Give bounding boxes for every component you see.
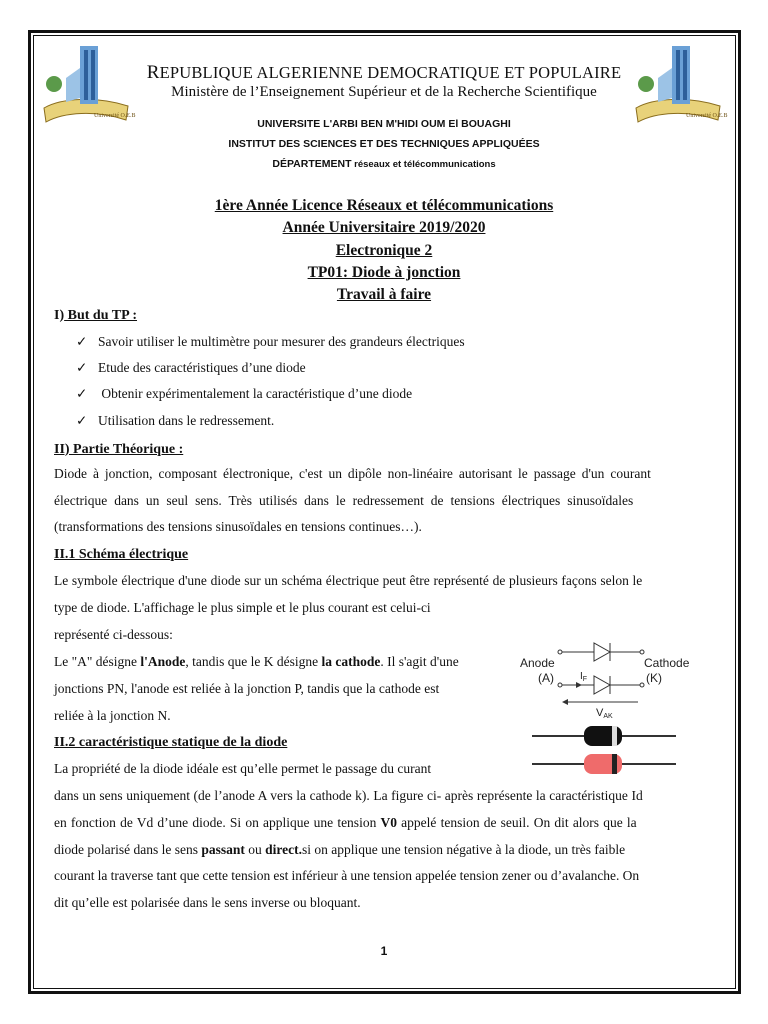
schema-paragraph-line: Le symbole électrique d'une diode sur un schéma électrique peut être représenté de plusieurs façons selon le	[54, 573, 643, 588]
voltage-label: VAK	[596, 707, 613, 720]
schema-paragraph-line: représenté ci-dessous:	[54, 627, 173, 642]
year-title: Année Universitaire 2019/2020	[282, 219, 486, 236]
svg-text:Université O.E.B: Université O.E.B	[686, 113, 728, 119]
work-title: Travail à faire	[336, 286, 432, 303]
static-paragraph-line: diode polarisé dans le sens passant ou direct.si on applique une tension négative à la diode, un très faible	[54, 842, 626, 857]
cathode-short-label: (K)	[646, 671, 662, 685]
objective-item: ✓ Obtenir expérimentalement la caractéristique d’une diode	[76, 386, 413, 401]
static-paragraph-line: courant la traverse tant que cette tension est inférieur à une tension appelée tension zener ou d’avalanche. On	[54, 868, 640, 883]
tp-title: TP01: Diode à jonction	[307, 264, 461, 281]
objective-item: ✓ Etude des caractéristiques d’une diode	[76, 360, 306, 375]
static-paragraph-line: en fonction de Vd d’une diode. Si on applique une tension V0 appelé tension de seuil. On dit alors que la	[54, 815, 637, 830]
section-2-heading: II) Partie Théorique :	[54, 442, 184, 457]
objective-item: ✓ Savoir utiliser le multimètre pour mesurer des grandeurs électriques	[76, 334, 465, 349]
diode-symbol-diagram	[516, 636, 706, 782]
schema-paragraph-line: type de diode. L'affichage le plus simple et le plus courant est celui-ci	[54, 600, 431, 615]
cathode-label: Cathode	[644, 656, 690, 670]
theory-paragraph-line: (transformations des tensions sinusoïdales en tensions continues…).	[54, 519, 422, 534]
schema-paragraph-line: jonctions PN, l'anode est reliée à la jonction P, tandis que la cathode est	[54, 681, 440, 696]
schema-paragraph-line: Le "A" désigne l'Anode, tandis que le K désigne la cathode. Il s'agit d'une	[54, 654, 459, 669]
department-name: DÉPARTEMENT réseaux et télécommunications	[272, 158, 496, 170]
page-number: 1	[380, 944, 388, 958]
course-title: Electronique 2	[335, 242, 433, 259]
republic-heading: REPUBLIQUE ALGERIENNE DEMOCRATIQUE ET POPULAIRE	[146, 62, 622, 83]
anode-short-label: (A)	[538, 671, 554, 685]
theory-paragraph-line: électrique dans un seul sens. Très utilisés dans le redressement de tensions électriques sinusoïdales	[54, 493, 634, 508]
level-title: 1ère Année Licence Réseaux et télécommunications	[214, 197, 554, 214]
static-paragraph-line: La propriété de la diode idéale est qu’elle permet le passage du curant	[54, 761, 432, 776]
schema-paragraph-line: reliée à la jonction N.	[54, 708, 171, 723]
theory-paragraph-line: Diode à jonction, composant électronique, c'est un dipôle non-linéaire autorisant le passage d'un courant	[54, 466, 651, 481]
static-paragraph-line: dans un sens uniquement (de l’anode A vers la cathode k). La figure ci- après représente la caractéristique Id	[54, 788, 643, 803]
section-1-heading: I) But du TP :	[54, 308, 138, 323]
ministry-heading: Ministère de l’Enseignement Supérieur et de la Recherche Scientifique	[171, 84, 597, 100]
section-2-2-heading: II.2 caractéristique statique de la diode	[54, 735, 288, 750]
svg-text:Université O.E.B: Université O.E.B	[94, 113, 136, 119]
static-paragraph-line: dit qu’elle est polarisée dans le sens inverse ou bloquant.	[54, 895, 361, 910]
section-2-1-heading: II.1 Schéma électrique	[54, 547, 189, 562]
anode-label: Anode	[520, 656, 555, 670]
current-label: $I_F$	[580, 671, 588, 683]
university-name: UNIVERSITE L'ARBI BEN M'HIDI OUM El BOUAGHI	[257, 118, 511, 130]
objective-item: ✓ Utilisation dans le redressement.	[76, 413, 275, 428]
institute-name: INSTITUT DES SCIENCES ET DES TECHNIQUES APPLIQUÉES	[228, 138, 540, 150]
